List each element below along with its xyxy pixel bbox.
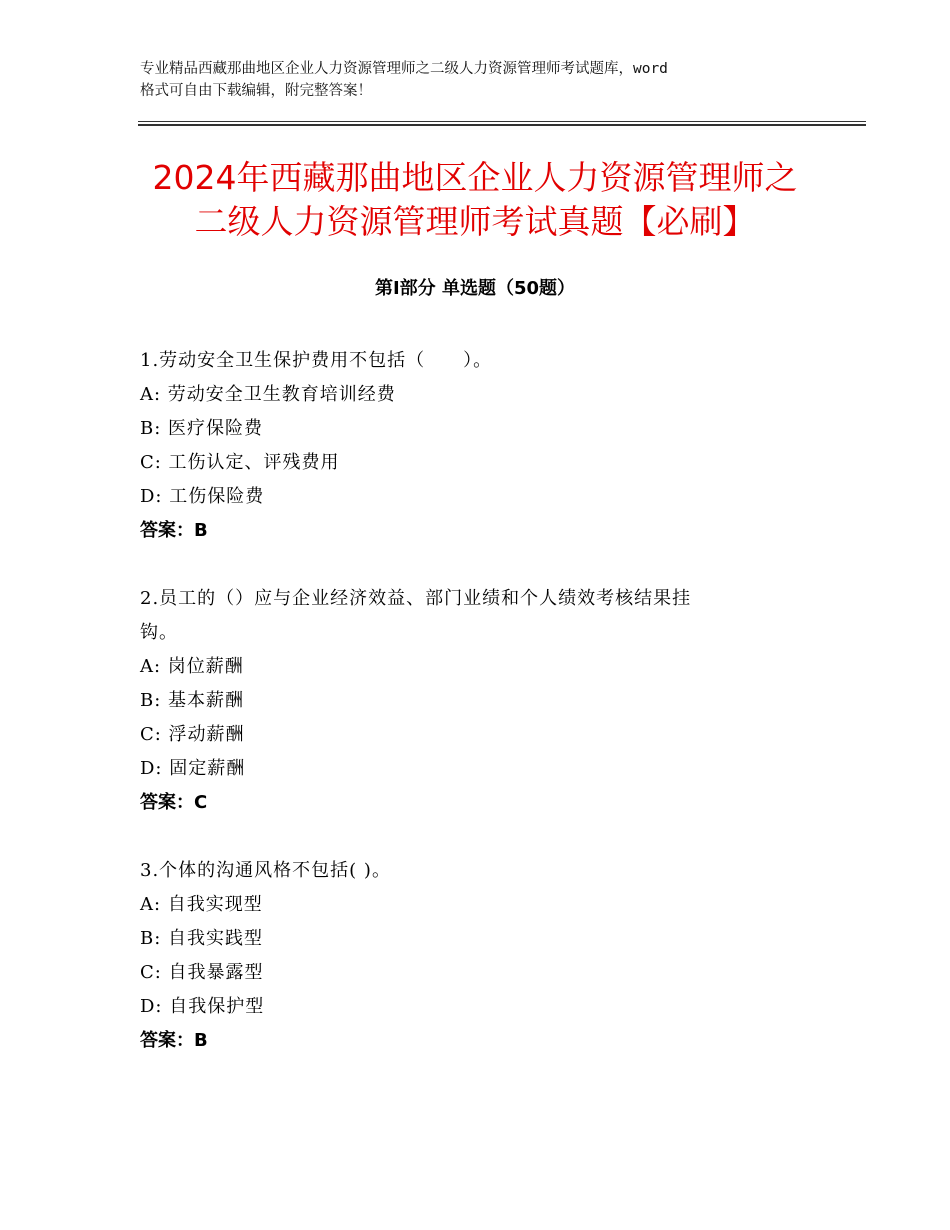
header-note [140,58,830,102]
header-note-line-2: 格式可自由下载编辑，附完整答案！ [140,83,372,99]
option-a: A: 岗位薪酬 [140,656,244,677]
option-c: C: 自我暴露型 [140,962,264,983]
option-d: D: 工伤保险费 [140,486,265,507]
answer: 答案：B [140,1030,208,1051]
answer: 答案：C [140,792,208,813]
header-divider-thick [138,124,866,126]
option-b: B: 自我实践型 [140,928,264,949]
option-b: B: 基本薪酬 [140,690,245,711]
header-divider [138,121,866,127]
option-d: D: 自我保护型 [140,996,265,1017]
question-stem: 2.员工的（）应与企业经济效益、部门业绩和个人绩效考核结果挂 [140,588,692,609]
question-3 [140,854,780,1058]
option-c: C: 工伤认定、评残费用 [140,452,340,473]
question-stem: 1.劳动安全卫生保护费用不包括（ ）。 [140,350,493,371]
question-2 [140,582,780,820]
question-list [140,344,780,1092]
question-1 [140,344,780,548]
header-note-line-1: 专业精品西藏那曲地区企业人力资源管理师之二级人力资源管理师考试题库，word [140,61,668,77]
document-title [100,156,850,244]
section-title: 第Ⅰ部分 单选题（50题） [374,278,575,299]
option-d: D: 固定薪酬 [140,758,246,779]
option-b: B: 医疗保险费 [140,418,264,439]
option-c: C: 浮动薪酬 [140,724,245,745]
header-divider-thin [138,121,866,122]
option-a: A: 自我实现型 [140,894,263,915]
document-title-line-1: 2024年西藏那曲地区企业人力资源管理师之 [152,158,798,197]
question-stem-continued: 钩。 [140,622,178,643]
document-title-line-2: 二级人力资源管理师考试真题【必刷】 [194,202,756,241]
option-a: A: 劳动安全卫生教育培训经费 [140,384,396,405]
answer: 答案：B [140,520,208,541]
question-stem: 3.个体的沟通风格不包括( )。 [140,860,391,881]
